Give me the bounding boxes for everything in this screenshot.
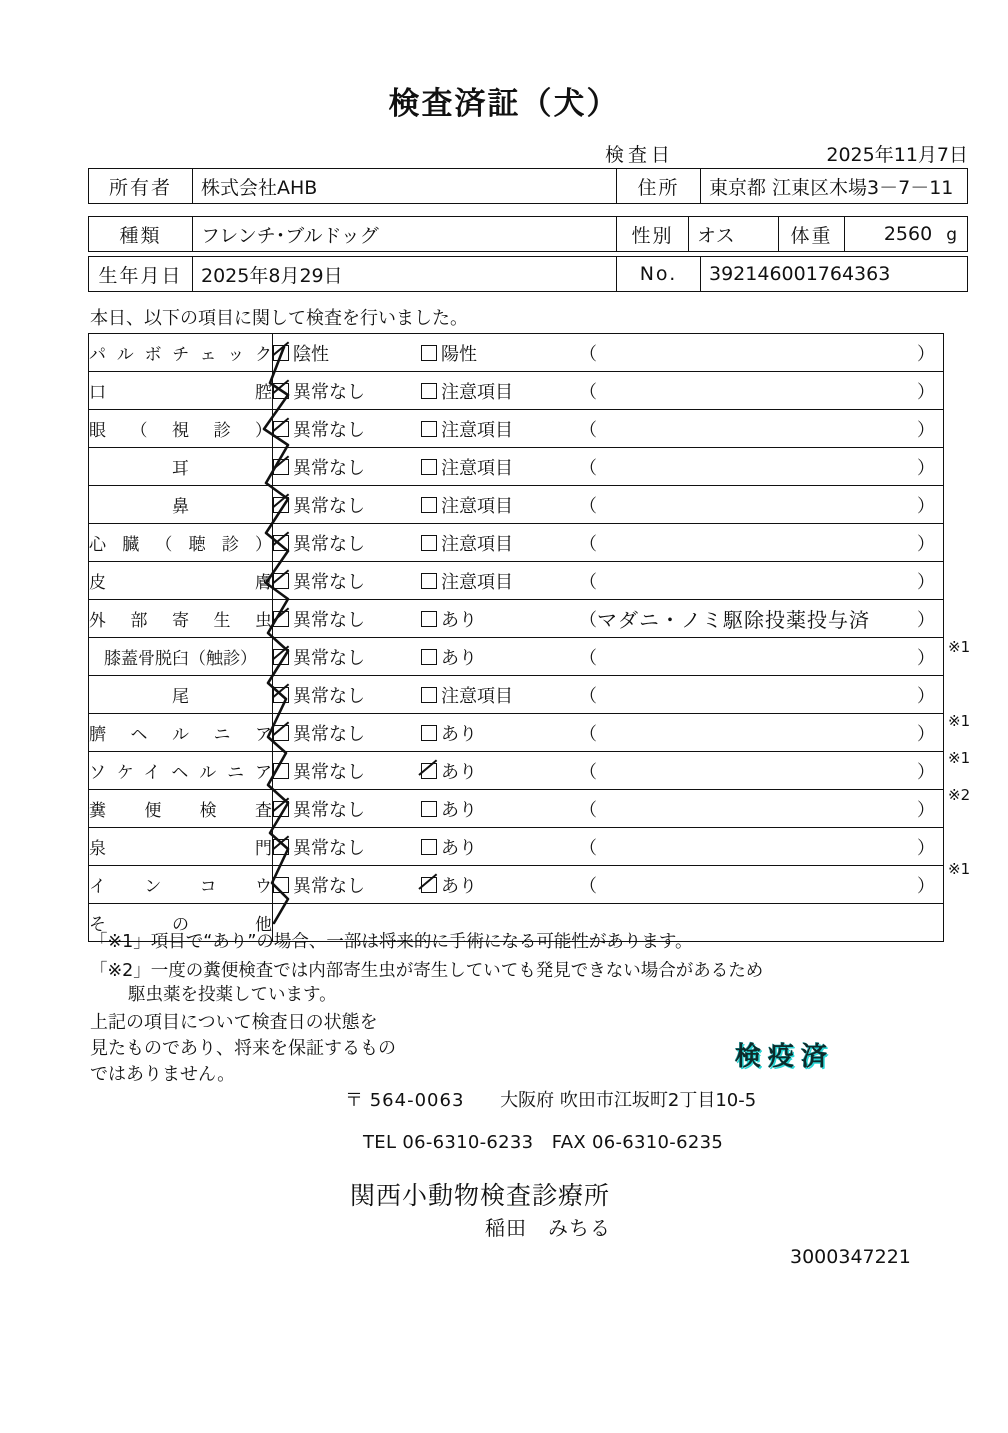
checklist-item-label: 外部寄生虫	[89, 600, 273, 638]
checkbox-icon[interactable]	[421, 345, 437, 361]
checkbox-option-label: 異常なし	[293, 571, 365, 593]
table-row	[89, 524, 944, 562]
checkbox-option-label: 異常なし	[293, 685, 365, 707]
checked-checkbox-icon[interactable]	[273, 497, 289, 513]
checklist-item-label: パルボチェック	[89, 334, 273, 372]
address-value: 東京都 江東区木場3－7－11	[701, 169, 968, 204]
checkbox-option-label: 異常なし	[293, 647, 365, 669]
owner-value: 株式会社AHB	[193, 169, 617, 204]
remark-paren-open: （	[579, 457, 597, 479]
remark-paren-close: ）	[917, 495, 935, 517]
checkbox-option[interactable]	[273, 492, 421, 518]
checkbox-option[interactable]	[421, 834, 571, 860]
checklist-item-options	[273, 562, 944, 600]
disclaimer-line-2: 見たものであり、将来を保証するもの	[90, 1038, 396, 1059]
remark-paren-close: ）	[917, 343, 935, 365]
checklist-item-label: 眼（視診）	[89, 410, 273, 448]
owner-table	[88, 168, 968, 204]
checked-checkbox-icon[interactable]	[273, 345, 289, 361]
checklist-item-options	[273, 486, 944, 524]
checkbox-option[interactable]	[273, 758, 421, 784]
remark-paren-close: ）	[917, 837, 935, 859]
checkbox-option[interactable]	[421, 644, 571, 670]
remark-paren-open: （	[579, 495, 597, 517]
serial-number: 3000347221	[790, 1246, 911, 1268]
checkbox-icon[interactable]	[421, 611, 437, 627]
checkbox-option[interactable]	[273, 454, 421, 480]
checkbox-option-label: あり	[441, 647, 477, 669]
checklist-item-label: 膝蓋骨脱臼（触診）	[89, 638, 273, 676]
checkbox-option-label: 異常なし	[293, 457, 365, 479]
page-title: 検査済証（犬）	[388, 86, 620, 122]
birth-table	[88, 256, 968, 292]
checklist-item-label: ソケイヘルニア	[89, 752, 273, 790]
weight-unit: g	[946, 225, 957, 245]
table-row	[89, 676, 944, 714]
table-row	[89, 217, 968, 252]
checkbox-option-label: あり	[441, 799, 477, 821]
remark-paren-open: （	[579, 875, 597, 897]
checkbox-option[interactable]	[273, 378, 421, 404]
quarantine-stamp: 検疫済	[735, 1042, 835, 1072]
checkbox-option-label: 注意項目	[441, 571, 513, 593]
checkbox-icon[interactable]	[273, 877, 289, 893]
checkbox-option-label: 注意項目	[441, 533, 513, 555]
remark-paren-open: （	[579, 647, 597, 669]
checked-checkbox-icon[interactable]	[273, 535, 289, 551]
checklist-item-options	[273, 714, 944, 752]
checkbox-option-label: 注意項目	[441, 495, 513, 517]
address-label: 住所	[617, 169, 701, 204]
table-row	[89, 790, 944, 828]
table-row	[89, 486, 944, 524]
remark-paren-close: ）	[917, 799, 935, 821]
checked-checkbox-icon[interactable]	[273, 725, 289, 741]
remark-paren-close: ）	[917, 685, 935, 707]
checklist-item-options	[273, 410, 944, 448]
clinic-person-name: 稲田 みちる	[485, 1216, 611, 1240]
checked-checkbox-icon[interactable]	[273, 459, 289, 475]
checkbox-icon[interactable]	[421, 801, 437, 817]
table-row	[89, 600, 944, 638]
checkbox-option[interactable]	[273, 416, 421, 442]
checkbox-option[interactable]	[421, 454, 571, 480]
checkbox-option[interactable]	[421, 606, 571, 632]
exam-date-value: 2025年11月7日	[826, 144, 968, 166]
checkbox-option-label: 異常なし	[293, 533, 365, 555]
checkbox-option[interactable]	[421, 416, 571, 442]
checked-checkbox-icon[interactable]	[421, 877, 437, 893]
checked-checkbox-icon[interactable]	[273, 611, 289, 627]
checkbox-option-label: あり	[441, 837, 477, 859]
remark-paren-open: （	[579, 837, 597, 859]
breed-table	[88, 216, 968, 252]
checklist-item-label: インコウ	[89, 866, 273, 904]
checklist-item-options	[273, 676, 944, 714]
checkbox-option[interactable]	[273, 644, 421, 670]
checklist-item-options	[273, 866, 944, 904]
number-value: 392146001764363	[701, 257, 968, 292]
remark-paren-close: ）	[917, 381, 935, 403]
checkbox-option-label: あり	[441, 723, 477, 745]
checklist-item-label: その他	[89, 904, 273, 942]
checkbox-option[interactable]	[421, 378, 571, 404]
remark-paren-close: ）	[917, 761, 935, 783]
checkbox-option[interactable]	[421, 682, 571, 708]
remark-paren-open: （	[579, 609, 597, 631]
checked-checkbox-icon[interactable]	[273, 839, 289, 855]
checkbox-icon[interactable]	[421, 649, 437, 665]
checklist-item-options	[273, 638, 944, 676]
checkbox-option[interactable]	[273, 834, 421, 860]
asterisk-marker: ※2	[948, 786, 971, 804]
checkbox-option-label: 注意項目	[441, 419, 513, 441]
checkbox-option-label: 異常なし	[293, 837, 365, 859]
remark-paren-open: （	[579, 761, 597, 783]
checkbox-option[interactable]	[273, 340, 421, 366]
birthdate-label: 生年月日	[89, 257, 193, 292]
checkbox-option[interactable]	[421, 872, 571, 898]
checked-checkbox-icon[interactable]	[421, 763, 437, 779]
footnote-2-line1: 「※2」一度の糞便検査では内部寄生虫が寄生していても発見できない場合があるため	[90, 961, 764, 981]
checklist-item-options	[273, 828, 944, 866]
checked-checkbox-icon[interactable]	[273, 649, 289, 665]
checkbox-option[interactable]	[421, 530, 571, 556]
checkbox-option[interactable]	[273, 720, 421, 746]
checked-checkbox-icon[interactable]	[273, 573, 289, 589]
remark-paren-close: ）	[917, 609, 935, 631]
checklist-item-options	[273, 334, 944, 372]
checkbox-option[interactable]	[273, 530, 421, 556]
checkbox-option[interactable]	[421, 568, 571, 594]
sex-label: 性別	[617, 217, 689, 252]
remark-paren-close: ）	[917, 875, 935, 897]
checkbox-option-label: 異常なし	[293, 723, 365, 745]
checkbox-option[interactable]	[421, 796, 571, 822]
breed-label: 種類	[89, 217, 193, 252]
checklist-item-label: 皮 膚	[89, 562, 273, 600]
checked-checkbox-icon[interactable]	[273, 687, 289, 703]
checkbox-icon[interactable]	[421, 573, 437, 589]
checkbox-option[interactable]	[273, 682, 421, 708]
remark-paren-open: （	[579, 343, 597, 365]
checkbox-option[interactable]	[421, 720, 571, 746]
checkbox-option-label: 異常なし	[293, 419, 365, 441]
postal-mark: 〒	[345, 1090, 364, 1111]
checklist-item-label: 臍ヘルニア	[89, 714, 273, 752]
checked-checkbox-icon[interactable]	[273, 801, 289, 817]
checkbox-icon[interactable]	[421, 725, 437, 741]
remark-paren-open: （	[579, 723, 597, 745]
checkbox-icon[interactable]	[421, 687, 437, 703]
weight-label: 体重	[779, 217, 845, 252]
remark-paren-close: ）	[917, 533, 935, 555]
intro-sentence: 本日、以下の項目に関して検査を行いました。	[90, 308, 468, 329]
checkbox-icon[interactable]	[421, 459, 437, 475]
checklist-item-label: 耳	[89, 448, 273, 486]
checkbox-icon[interactable]	[421, 535, 437, 551]
checkbox-option-label: あり	[441, 609, 477, 631]
checkbox-option-label: あり	[441, 761, 477, 783]
checkbox-icon[interactable]	[273, 763, 289, 779]
checkbox-icon[interactable]	[421, 497, 437, 513]
remark-paren-close: ）	[917, 419, 935, 441]
checklist-item-label: 鼻	[89, 486, 273, 524]
disclaimer-line-3: ではありません。	[90, 1064, 236, 1085]
remark-paren-open: （	[579, 685, 597, 707]
checkbox-option-label: 異常なし	[293, 381, 365, 403]
checkbox-option-label: あり	[441, 875, 477, 897]
sex-value: オス	[689, 217, 779, 252]
breed-value: フレンチ･ブルドッグ	[193, 217, 617, 252]
checkbox-option-label: 注意項目	[441, 685, 513, 707]
table-row	[89, 866, 944, 904]
checkbox-option-label: 注意項目	[441, 381, 513, 403]
checkbox-icon[interactable]	[421, 839, 437, 855]
remark-paren-close: ）	[917, 647, 935, 669]
checkbox-option[interactable]	[273, 606, 421, 632]
checkbox-option[interactable]	[421, 758, 571, 784]
table-row	[89, 828, 944, 866]
checkbox-option-label: 陽性	[441, 343, 477, 365]
owner-label: 所有者	[89, 169, 193, 204]
asterisk-marker: ※1	[948, 712, 971, 730]
asterisk-marker: ※1	[948, 638, 971, 656]
table-row	[89, 752, 944, 790]
checklist-item-label: 尾	[89, 676, 273, 714]
postal-code: 564-0063	[369, 1090, 465, 1111]
footnote-2-line2: 駆虫薬を投薬しています。	[128, 985, 337, 1005]
checkbox-option[interactable]	[273, 872, 421, 898]
checked-checkbox-icon[interactable]	[273, 421, 289, 437]
table-row	[89, 448, 944, 486]
checklist-item-label: 糞便検査	[89, 790, 273, 828]
clinic-name: 関西小動物検査診療所	[350, 1181, 611, 1210]
checkbox-option-label: 注意項目	[441, 457, 513, 479]
table-row	[89, 257, 968, 292]
checklist-item-label: 泉 門	[89, 828, 273, 866]
remark-paren-close: ）	[917, 571, 935, 593]
remark-paren-open: （	[579, 571, 597, 593]
checklist-item-options	[273, 790, 944, 828]
checklist-item-label: 口 腔	[89, 372, 273, 410]
checked-checkbox-icon[interactable]	[273, 383, 289, 399]
checkbox-option-label: 陰性	[293, 343, 329, 365]
table-row	[89, 169, 968, 204]
remark-paren-open: （	[579, 381, 597, 403]
checkbox-option-label: 異常なし	[293, 609, 365, 631]
disclaimer-line-1: 上記の項目について検査日の状態を	[90, 1012, 378, 1033]
checkbox-icon[interactable]	[421, 383, 437, 399]
number-label: No.	[617, 257, 701, 292]
clinic-address-text: 大阪府 吹田市江坂町2丁目10-5	[500, 1090, 757, 1111]
table-row	[89, 410, 944, 448]
checklist-item-options	[273, 600, 944, 638]
asterisk-marker: ※1	[948, 860, 971, 878]
checkbox-option-label: 異常なし	[293, 495, 365, 517]
checklist-item-label: 心臓（聴診）	[89, 524, 273, 562]
checkbox-option-label: 異常なし	[293, 761, 365, 783]
checklist-item-options	[273, 752, 944, 790]
table-row	[89, 638, 944, 676]
clinic-address	[345, 1086, 756, 1112]
birthdate-value: 2025年8月29日	[193, 257, 617, 292]
remark-note: マダニ・ノミ駆除投薬投与済	[597, 608, 870, 632]
checklist-item-options	[273, 372, 944, 410]
checkbox-icon[interactable]	[421, 421, 437, 437]
footnote-1: 「※1」項目で“あり”の場合、一部は将来的に手術になる可能性があります。	[90, 932, 693, 952]
remark-paren-close: ）	[917, 457, 935, 479]
table-row	[89, 372, 944, 410]
weight-cell	[845, 217, 968, 252]
exam-date-label: 検査日	[605, 144, 675, 166]
checklist-item-options	[273, 448, 944, 486]
table-row	[89, 562, 944, 600]
table-row	[89, 334, 944, 372]
remark-paren-open: （	[579, 419, 597, 441]
checkbox-option[interactable]	[273, 796, 421, 822]
asterisk-marker: ※1	[948, 749, 971, 767]
checkbox-option[interactable]	[421, 492, 571, 518]
inspection-checklist-table	[88, 333, 944, 942]
checkbox-option[interactable]	[421, 340, 571, 366]
remark-paren-close: ）	[917, 723, 935, 745]
weight-value: 2560	[883, 223, 933, 245]
remark-paren-open: （	[579, 533, 597, 555]
remark-paren-open: （	[579, 799, 597, 821]
checkbox-option-label: 異常なし	[293, 875, 365, 897]
checkbox-option[interactable]	[273, 568, 421, 594]
checklist-item-options	[273, 524, 944, 562]
clinic-tel-fax: TEL 06-6310-6233 FAX 06-6310-6235	[363, 1132, 724, 1153]
table-row	[89, 714, 944, 752]
checkbox-option-label: 異常なし	[293, 799, 365, 821]
exam-date-row	[88, 140, 968, 166]
